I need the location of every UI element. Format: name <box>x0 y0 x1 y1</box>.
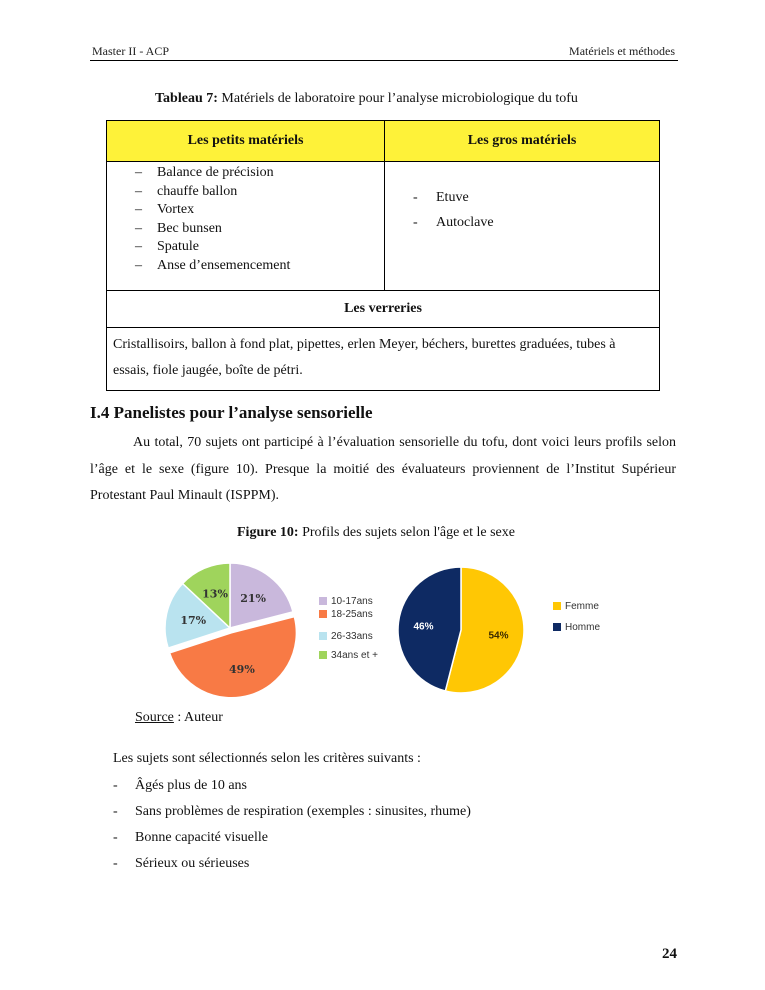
figure-caption-label: Figure 10: <box>237 525 299 540</box>
pie-data-label: 13% <box>202 587 228 601</box>
list-item: – Bec bunsen <box>107 220 384 239</box>
legend-item <box>319 596 373 607</box>
legend-swatch <box>319 632 327 640</box>
legend-item <box>553 601 599 612</box>
figure-source <box>135 710 223 726</box>
legend-item <box>319 650 378 661</box>
list-item: - Etuve <box>385 185 659 210</box>
page-number: 24 <box>662 946 677 962</box>
section-title: I.4 Panelistes pour l’analyse sensorielle <box>90 403 373 422</box>
legend-label: Homme <box>565 622 601 633</box>
legend-swatch <box>553 602 561 610</box>
list-item: – chauffe ballon <box>107 183 384 202</box>
list-item: - Sans problèmes de respiration (exemples : sinusites, rhume) <box>113 799 471 825</box>
criteria-list <box>113 773 471 877</box>
list-item: – Spatule <box>107 238 384 257</box>
source-label: Source <box>135 710 174 725</box>
list-item: - Âgés plus de 10 ans <box>113 773 471 799</box>
section-paragraph: Au total, 70 sujets ont participé à l’évaluation sensorielle du tofu, dont voici leurs profils selon l’âge et le sexe (figure 10). Presque la moitié des évaluateurs proviennent de l’Institut Supérieur Protestant Paul Minault (ISPPM). <box>90 435 676 503</box>
header-left: Master II - ACP <box>92 44 169 58</box>
table-caption-label: Tableau 7: <box>155 91 218 106</box>
legend-label: Femme <box>565 601 599 612</box>
list-item: - Bonne capacité visuelle <box>113 825 471 851</box>
list-item: - Autoclave <box>385 210 659 235</box>
legend-label: 26-33ans <box>331 631 373 642</box>
col-header-small: Les petits matériels <box>107 121 385 162</box>
legend-swatch <box>319 597 327 605</box>
header-right: Matériels et méthodes <box>569 44 675 58</box>
verreries-text: Cristallisoirs, ballon à fond plat, pipettes, erlen Meyer, béchers, burettes graduées, tubes à essais, fiole jaugée, boîte de pétri. <box>107 328 660 391</box>
list-item: – Vortex <box>107 201 384 220</box>
figure-caption-text: Profils des sujets selon l'âge et le sexe <box>298 525 515 540</box>
legend-swatch <box>319 651 327 659</box>
legend-label: 10-17ans <box>331 596 373 607</box>
verreries-header: Les verreries <box>107 291 660 328</box>
legend-item <box>319 609 373 620</box>
pie-data-label: 54% <box>488 630 509 642</box>
pie-data-label: 49% <box>229 663 255 677</box>
legend-item <box>553 622 600 633</box>
col-header-big: Les gros matériels <box>385 121 660 162</box>
list-item: – Anse d’ensemencement <box>107 257 384 276</box>
list-item: – Balance de précision <box>107 164 384 183</box>
legend-item <box>319 631 373 642</box>
age-pie-chart <box>165 563 296 698</box>
legend-swatch <box>319 610 327 618</box>
sex-pie-chart <box>398 567 524 693</box>
table-caption-text: Matériels de laboratoire pour l’analyse microbiologique du tofu <box>217 91 578 106</box>
list-item: - Sérieux ou sérieuses <box>113 851 471 877</box>
legend-swatch <box>553 623 561 631</box>
pie-data-label: 17% <box>180 613 207 627</box>
source-text: : Auteur <box>173 710 223 725</box>
legend-label: 34ans et + <box>331 650 378 661</box>
pie-data-label: 21% <box>240 592 266 606</box>
pie-data-label: 46% <box>413 621 434 633</box>
criteria-intro: Les sujets sont sélectionnés selon les critères suivants : <box>113 751 421 766</box>
legend-label: 18-25ans <box>331 609 373 620</box>
